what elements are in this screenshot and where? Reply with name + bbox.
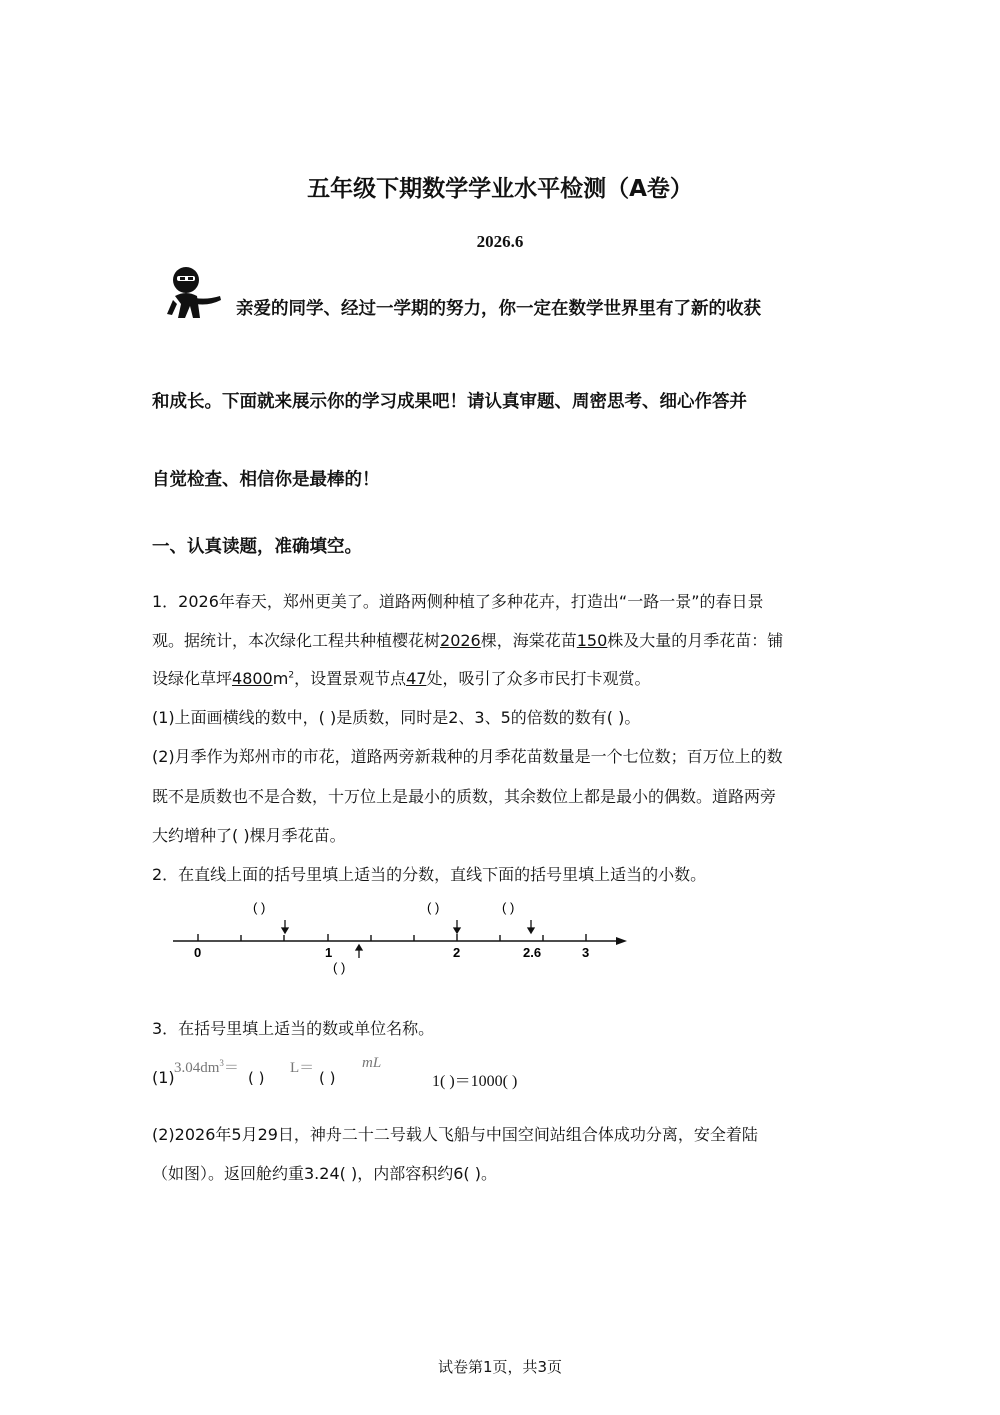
underlined-number: 4800	[232, 669, 273, 688]
unit-superscript: 3	[219, 1058, 224, 1068]
q3-sub2-line-2: （如图）。返回舱约重3.24( )，内部容积约6( )。	[152, 1164, 497, 1183]
page-footer: 试卷第1页，共3页	[437, 1358, 563, 1376]
number-line	[165, 895, 635, 980]
volume-value: 3.04dm	[174, 1060, 220, 1076]
q3-volume-expression	[174, 1056, 239, 1077]
q1-sub-2-line-1: (2)月季作为郑州市的市花，道路两旁新栽种的月季花苗数量是一个七位数；百万位上的数	[152, 747, 783, 766]
equals-sign: ＝	[223, 1060, 239, 1076]
down-arrow-icon	[282, 920, 534, 933]
answer-blank: ( )	[502, 900, 515, 915]
arrow-head-icon	[616, 937, 627, 945]
q1-sub-2-line-3: 大约增种了( )棵月季花苗。	[152, 826, 346, 845]
q3-text: 3．在括号里填上适当的数或单位名称。	[152, 1019, 435, 1038]
tick-label: 2	[453, 945, 461, 960]
tick-label: 0	[194, 945, 202, 960]
q1-text: 观。据统计，本次绿化工程共种植樱花树	[152, 631, 441, 650]
q1-line-2	[152, 628, 783, 651]
q1-text: 设绿化草坪	[152, 669, 233, 688]
q1-line-3	[152, 666, 650, 689]
underlined-number: 150	[576, 631, 608, 650]
q1-text: 棵，海棠花苗	[480, 631, 577, 650]
q2-text: 2．在直线上面的括号里填上适当的分数，直线下面的括号里填上适当的小数。	[152, 865, 707, 884]
up-arrow-icon	[356, 945, 362, 958]
answer-blank: ( )	[253, 900, 266, 915]
answer-blank: ( )	[427, 900, 440, 915]
intro-line-3: 自觉检查、相信你是最棒的！	[152, 470, 380, 490]
section-heading: 一、认真读题，准确填空。	[152, 537, 362, 557]
q1-text: ，设置景观节点	[294, 669, 407, 688]
intro-line-2: 和成长。下面就来展示你的学习成果吧！请认真审题、周密思考、细心作答并	[152, 392, 747, 412]
q1-text: 株及大量的月季花苗：铺	[607, 631, 784, 650]
q1-sub-1: (1)上面画横线的数中，( )是质数，同时是2、3、5的倍数的数有( )。	[152, 708, 641, 727]
answer-blank: ( )	[319, 1069, 336, 1087]
mascot-icon	[165, 266, 223, 322]
tick-label: 2.6	[523, 945, 542, 960]
answer-blank: ( )	[248, 1069, 265, 1087]
q1-sub-2-line-2: 既不是质数也不是合数，十万位上是最小的质数，其余数位上都是最小的偶数。道路两旁	[152, 787, 777, 806]
q1-text: 处，吸引了众多市民打卡观赏。	[426, 669, 651, 688]
q3-sub1-right: 1( )＝1000( )	[432, 1073, 518, 1090]
intro-line-1: 亲爱的同学、经过一学期的努力，你一定在数学世界里有了新的收获	[236, 299, 761, 319]
unit-mL: mL	[362, 1055, 382, 1071]
tick-label: 3	[582, 945, 590, 960]
underlined-number: 2026	[440, 631, 481, 650]
q3-sub1-prefix: (1)	[152, 1068, 175, 1087]
tick-marks	[198, 934, 586, 941]
q3-sub2-line-1: (2)2026年5月29日，神舟二十二号载人飞船与中国空间站组合体成功分离，安全着陆	[152, 1125, 758, 1144]
exam-date: 2026.6	[476, 232, 524, 251]
unit-L: L＝	[290, 1060, 315, 1076]
unit: m	[272, 669, 289, 688]
unit-superscript: 2	[288, 670, 295, 681]
tick-label: 1	[325, 945, 333, 960]
q1-line-1: 1．2026年春天，郑州更美了。道路两侧种植了多种花卉，打造出“一路一景”的春日景	[152, 592, 764, 611]
page-title: 五年级下期数学学业水平检测（A卷）	[307, 176, 693, 202]
answer-blank: ( )	[333, 960, 346, 975]
underlined-number: 47	[406, 669, 427, 688]
